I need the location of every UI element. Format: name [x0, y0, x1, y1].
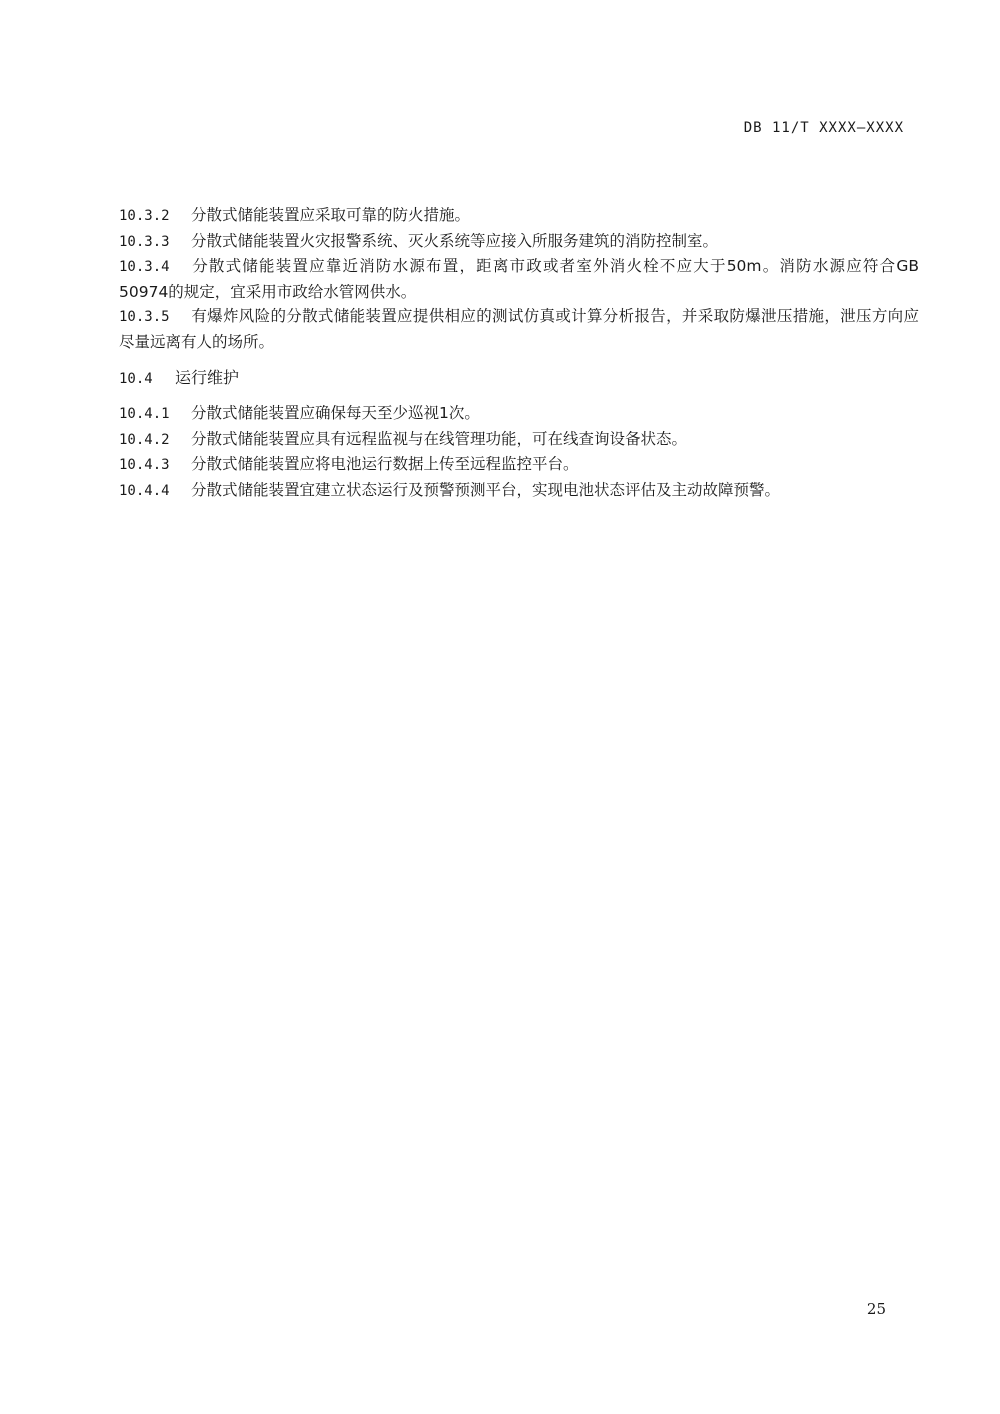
section-heading-10-4	[119, 366, 919, 391]
document-code: DB 11/T XXXX—XXXX	[743, 120, 904, 136]
clause-number: 10.4.2	[119, 431, 170, 448]
clause-number: 10.4.4	[119, 482, 170, 499]
clause-text: 分散式储能装置应采取可靠的防火措施。	[191, 206, 471, 224]
page-number: 25	[866, 1300, 886, 1318]
section-number: 10.4	[119, 371, 153, 387]
clause-text: 分散式储能装置火灾报警系统、灭火系统等应接入所服务建筑的消防控制室。	[191, 231, 719, 250]
clause-number: 10.3.3	[119, 233, 170, 250]
clause-10-4-2	[119, 427, 919, 453]
clause-10-3-3	[119, 229, 919, 255]
clause-number: 10.3.5	[119, 309, 170, 325]
clause-text: 分散式储能装置应确保每天至少巡视1次。	[191, 404, 480, 422]
clause-text: 分散式储能装置应靠近消防水源布置，距离市政或者室外消火栓不应大于50m。消防水源应符合GB 50974的规定，宜采用市政给水管网供水。	[119, 257, 919, 301]
clause-10-3-4	[119, 254, 919, 304]
clause-text: 分散式储能装置应具有远程监视与在线管理功能，可在线查询设备状态。	[191, 429, 688, 448]
clause-text: 分散式储能装置应将电池运行数据上传至远程监控平台。	[191, 455, 579, 473]
page-content	[119, 203, 919, 503]
clause-10-3-2	[119, 203, 919, 229]
clause-text: 有爆炸风险的分散式储能装置应提供相应的测试仿真或计算分析报告，并采取防爆泄压措施，泄压方向应尽量远离有人的场所。	[119, 307, 919, 351]
clause-number: 10.4.3	[119, 457, 170, 473]
clause-number: 10.3.4	[119, 259, 170, 275]
clause-10-3-5	[119, 304, 919, 354]
clause-text: 分散式储能装置宜建立状态运行及预警预测平台，实现电池状态评估及主动故障预警。	[191, 480, 781, 499]
clause-10-4-1	[119, 401, 919, 427]
clause-number: 10.4.1	[119, 406, 170, 422]
clause-number: 10.3.2	[119, 208, 170, 224]
clause-10-4-4	[119, 478, 919, 504]
section-title: 运行维护	[175, 368, 240, 387]
clause-10-4-3	[119, 452, 919, 478]
